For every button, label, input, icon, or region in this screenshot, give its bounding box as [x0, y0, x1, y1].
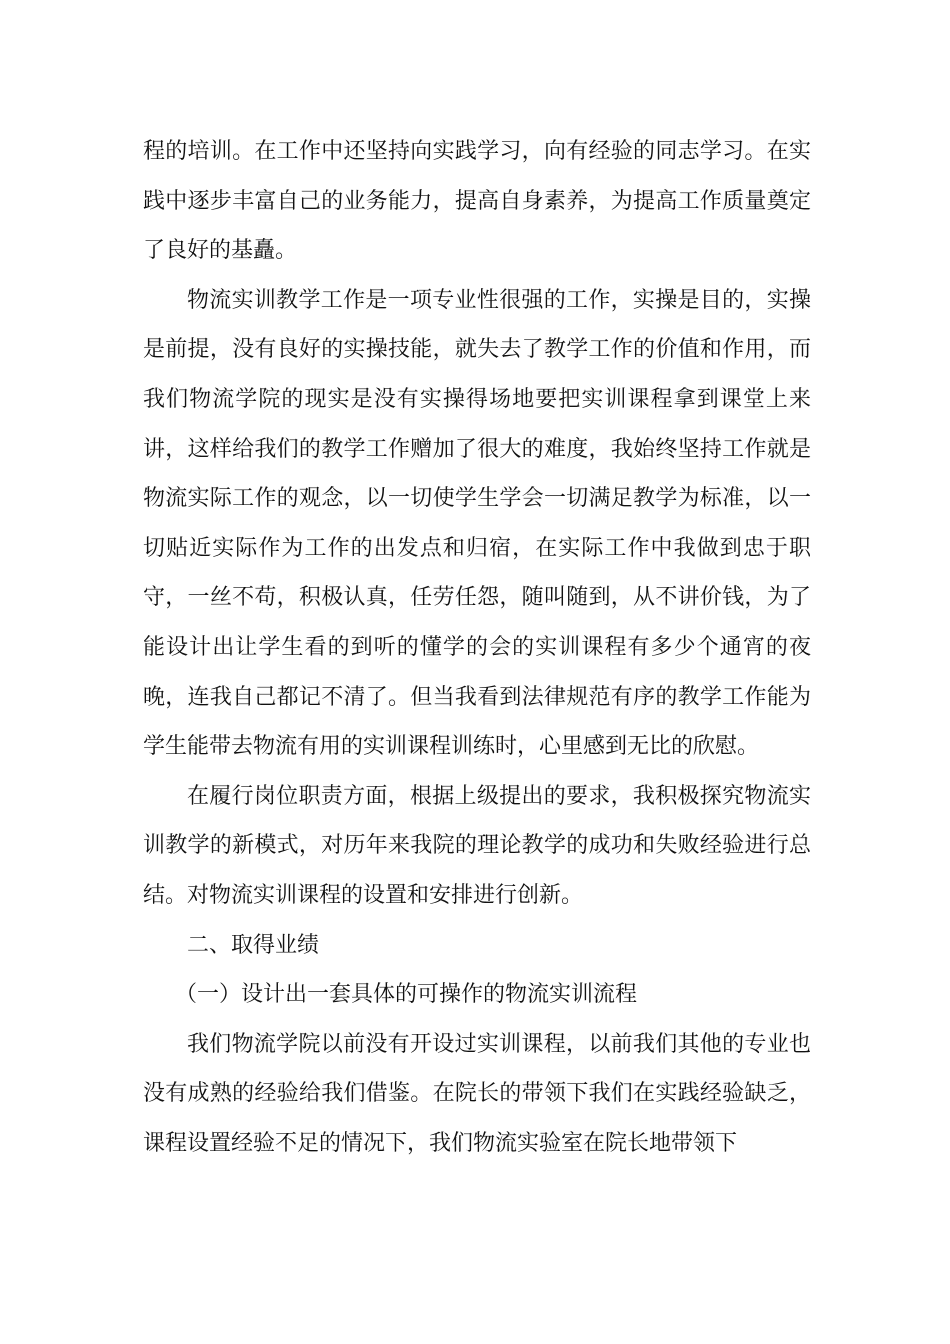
paragraph-no-prior-courses: 我们物流学院以前没有开设过实训课程，以前我们其他的专业也没有成熟的经验给我们借鉴。在院长的带领下我们在实践经验缺乏，课程设置经验不足的情况下，我们物流实验室在院长地带领下 — [143, 1031, 811, 1156]
subsection-heading-training-process: （一）设计出一套具体的可操作的物流实训流程 — [175, 982, 638, 1008]
paragraph-continuation: 程的培训。在工作中还坚持向实践学习，向有经验的同志学习。在实践中逐步丰富自己的业务能力，提高自身素养，为提高工作质量奠定了良好的基矗。 — [143, 139, 811, 264]
section-heading-achievements: 二、取得业绩 — [187, 932, 320, 958]
document-body — [143, 127, 811, 1168]
paragraph-job-duties: 在履行岗位职责方面，根据上级提出的要求，我积极探究物流实训教学的新模式，对历年来我院的理论教学的成功和失败经验进行总结。对物流实训课程的设置和安排进行创新。 — [143, 783, 811, 908]
paragraph-logistics-training: 物流实训教学工作是一项专业性很强的工作，实操是目的，实操是前提，没有良好的实操技能，就失去了教学工作的价值和作用，而我们物流学院的现实是没有实操得场地要把实训课程拿到课堂上来讲，这样给我们的教学工作赠加了很大的难度，我始终坚持工作就是物流实际工作的观念，以一切使学生学会一切满足教学为标准，以一切贴近实际作为工作的出发点和归宿，在实际工作中我做到忠于职守，一丝不苟，积极认真，任劳任怨，随叫随到，从不讲价钱，为了能设计出让学生看的到听的懂学的会的实训课程有多少个通宵的夜晚，连我自己都记不清了。但当我看到法律规范有序的教学工作能为学生能带去物流有用的实训课程训练时，心里感到无比的欣慰。 — [143, 287, 811, 760]
